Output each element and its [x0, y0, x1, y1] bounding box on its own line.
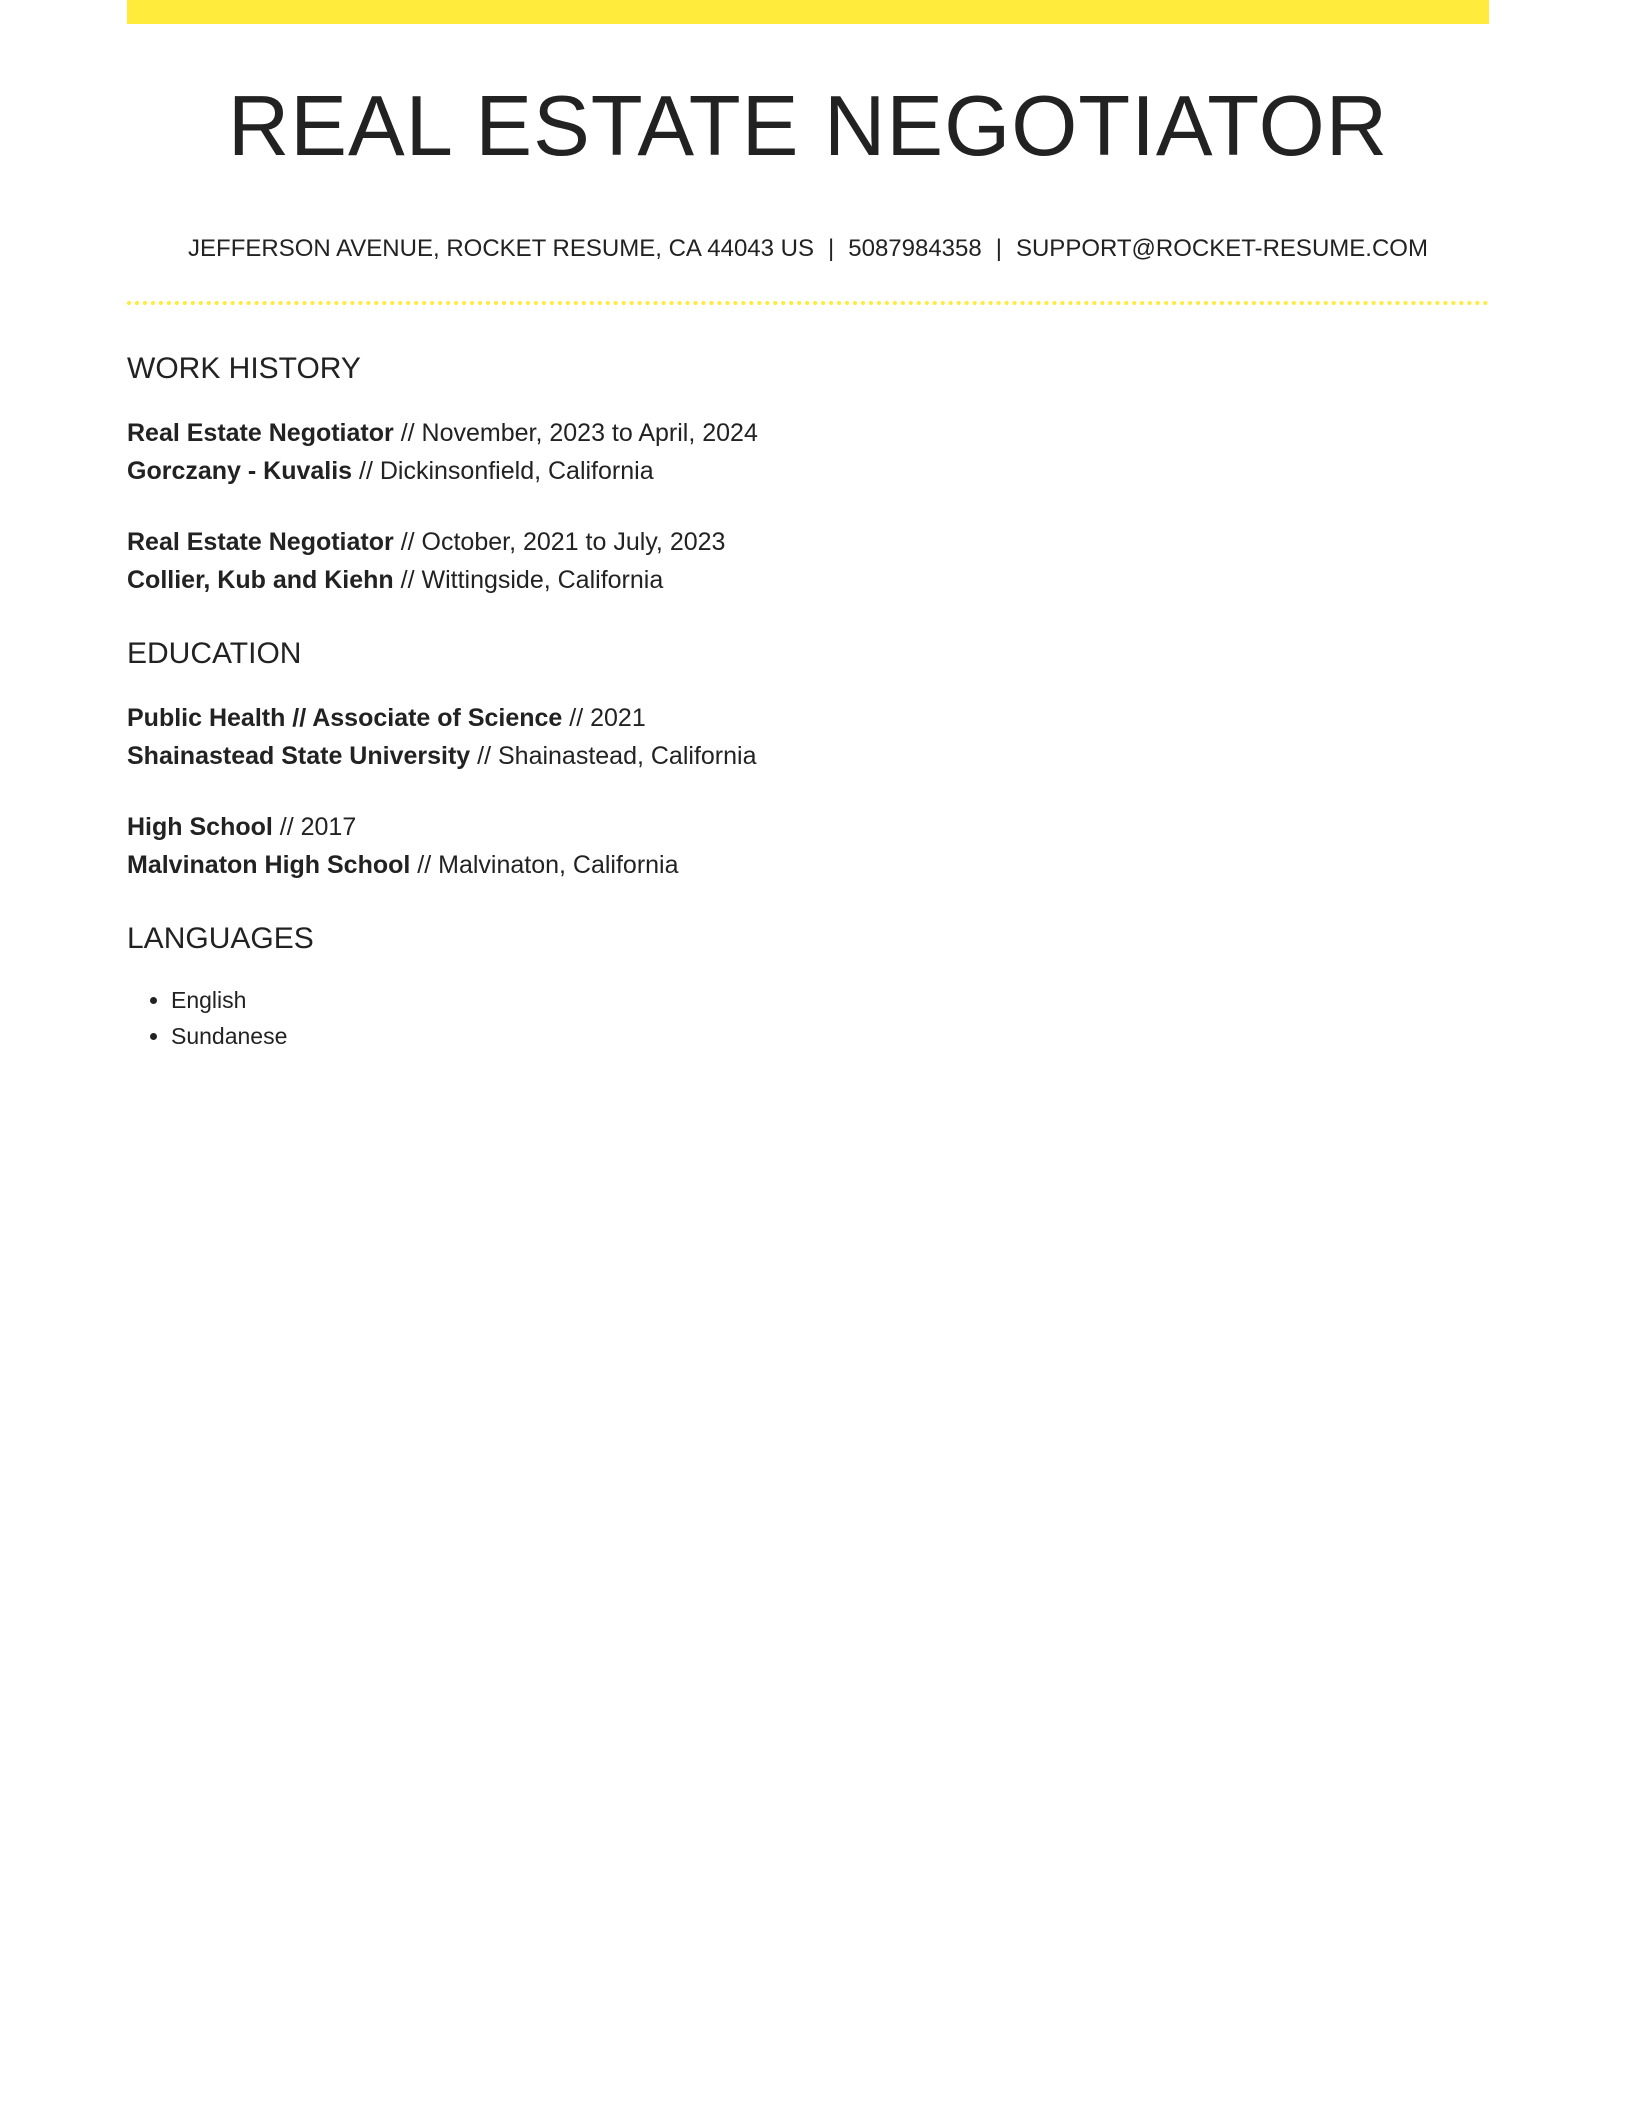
contact-phone: 5087984358 — [848, 235, 982, 262]
work-entry-line-2 — [127, 452, 1489, 490]
contact-line — [127, 235, 1489, 263]
section-title-languages: LANGUAGES — [127, 922, 314, 955]
work-entry-line-2 — [127, 561, 1489, 599]
education-entry — [127, 699, 1489, 775]
work-location: // Dickinsonfield, California — [352, 457, 654, 485]
education-year: // 2017 — [272, 813, 357, 841]
accent-top-bar — [127, 0, 1489, 24]
education-year: // 2021 — [562, 704, 646, 732]
languages-list — [127, 982, 1489, 1054]
contact-separator: | — [828, 235, 835, 262]
work-company: Gorczany - Kuvalis — [127, 457, 353, 485]
work-entry-line-1 — [127, 523, 1489, 561]
work-role: Real Estate Negotiator — [127, 528, 394, 556]
education-school: Shainastead State University — [127, 742, 471, 770]
section-title-education: EDUCATION — [127, 637, 302, 670]
work-location: // Wittingside, California — [393, 566, 664, 594]
education-entry — [127, 808, 1489, 884]
education-entry-line-2 — [127, 737, 1489, 775]
education-degree: High School — [127, 813, 273, 841]
work-entry — [127, 523, 1489, 599]
work-company: Collier, Kub and Kiehn — [127, 566, 394, 594]
contact-separator: | — [995, 235, 1002, 262]
language-item: • Sundanese — [171, 1018, 1489, 1054]
resume-page — [127, 0, 1489, 1054]
education-entry-line-2 — [127, 846, 1489, 884]
work-dates: // October, 2021 to July, 2023 — [393, 528, 726, 556]
education-degree: Public Health // Associate of Science — [127, 704, 563, 732]
work-entry-line-1 — [127, 414, 1489, 452]
education-location: // Shainastead, California — [470, 742, 757, 770]
resume-name: REAL ESTATE NEGOTIATOR — [227, 79, 1389, 174]
section-title-work-history: WORK HISTORY — [127, 352, 361, 385]
contact-address: JEFFERSON AVENUE, ROCKET RESUME, CA 44043 US — [188, 235, 815, 262]
language-item: • English — [171, 982, 1489, 1018]
work-dates: // November, 2023 to April, 2024 — [393, 419, 758, 447]
education-entry-line-1 — [127, 699, 1489, 737]
education-location: // Malvinaton, California — [410, 851, 679, 879]
dotted-divider — [127, 301, 1489, 305]
contact-email: SUPPORT@ROCKET-RESUME.COM — [1015, 235, 1428, 262]
work-role: Real Estate Negotiator — [127, 419, 394, 447]
work-entry — [127, 414, 1489, 490]
education-school: Malvinaton High School — [127, 851, 411, 879]
education-entry-line-1 — [127, 808, 1489, 846]
